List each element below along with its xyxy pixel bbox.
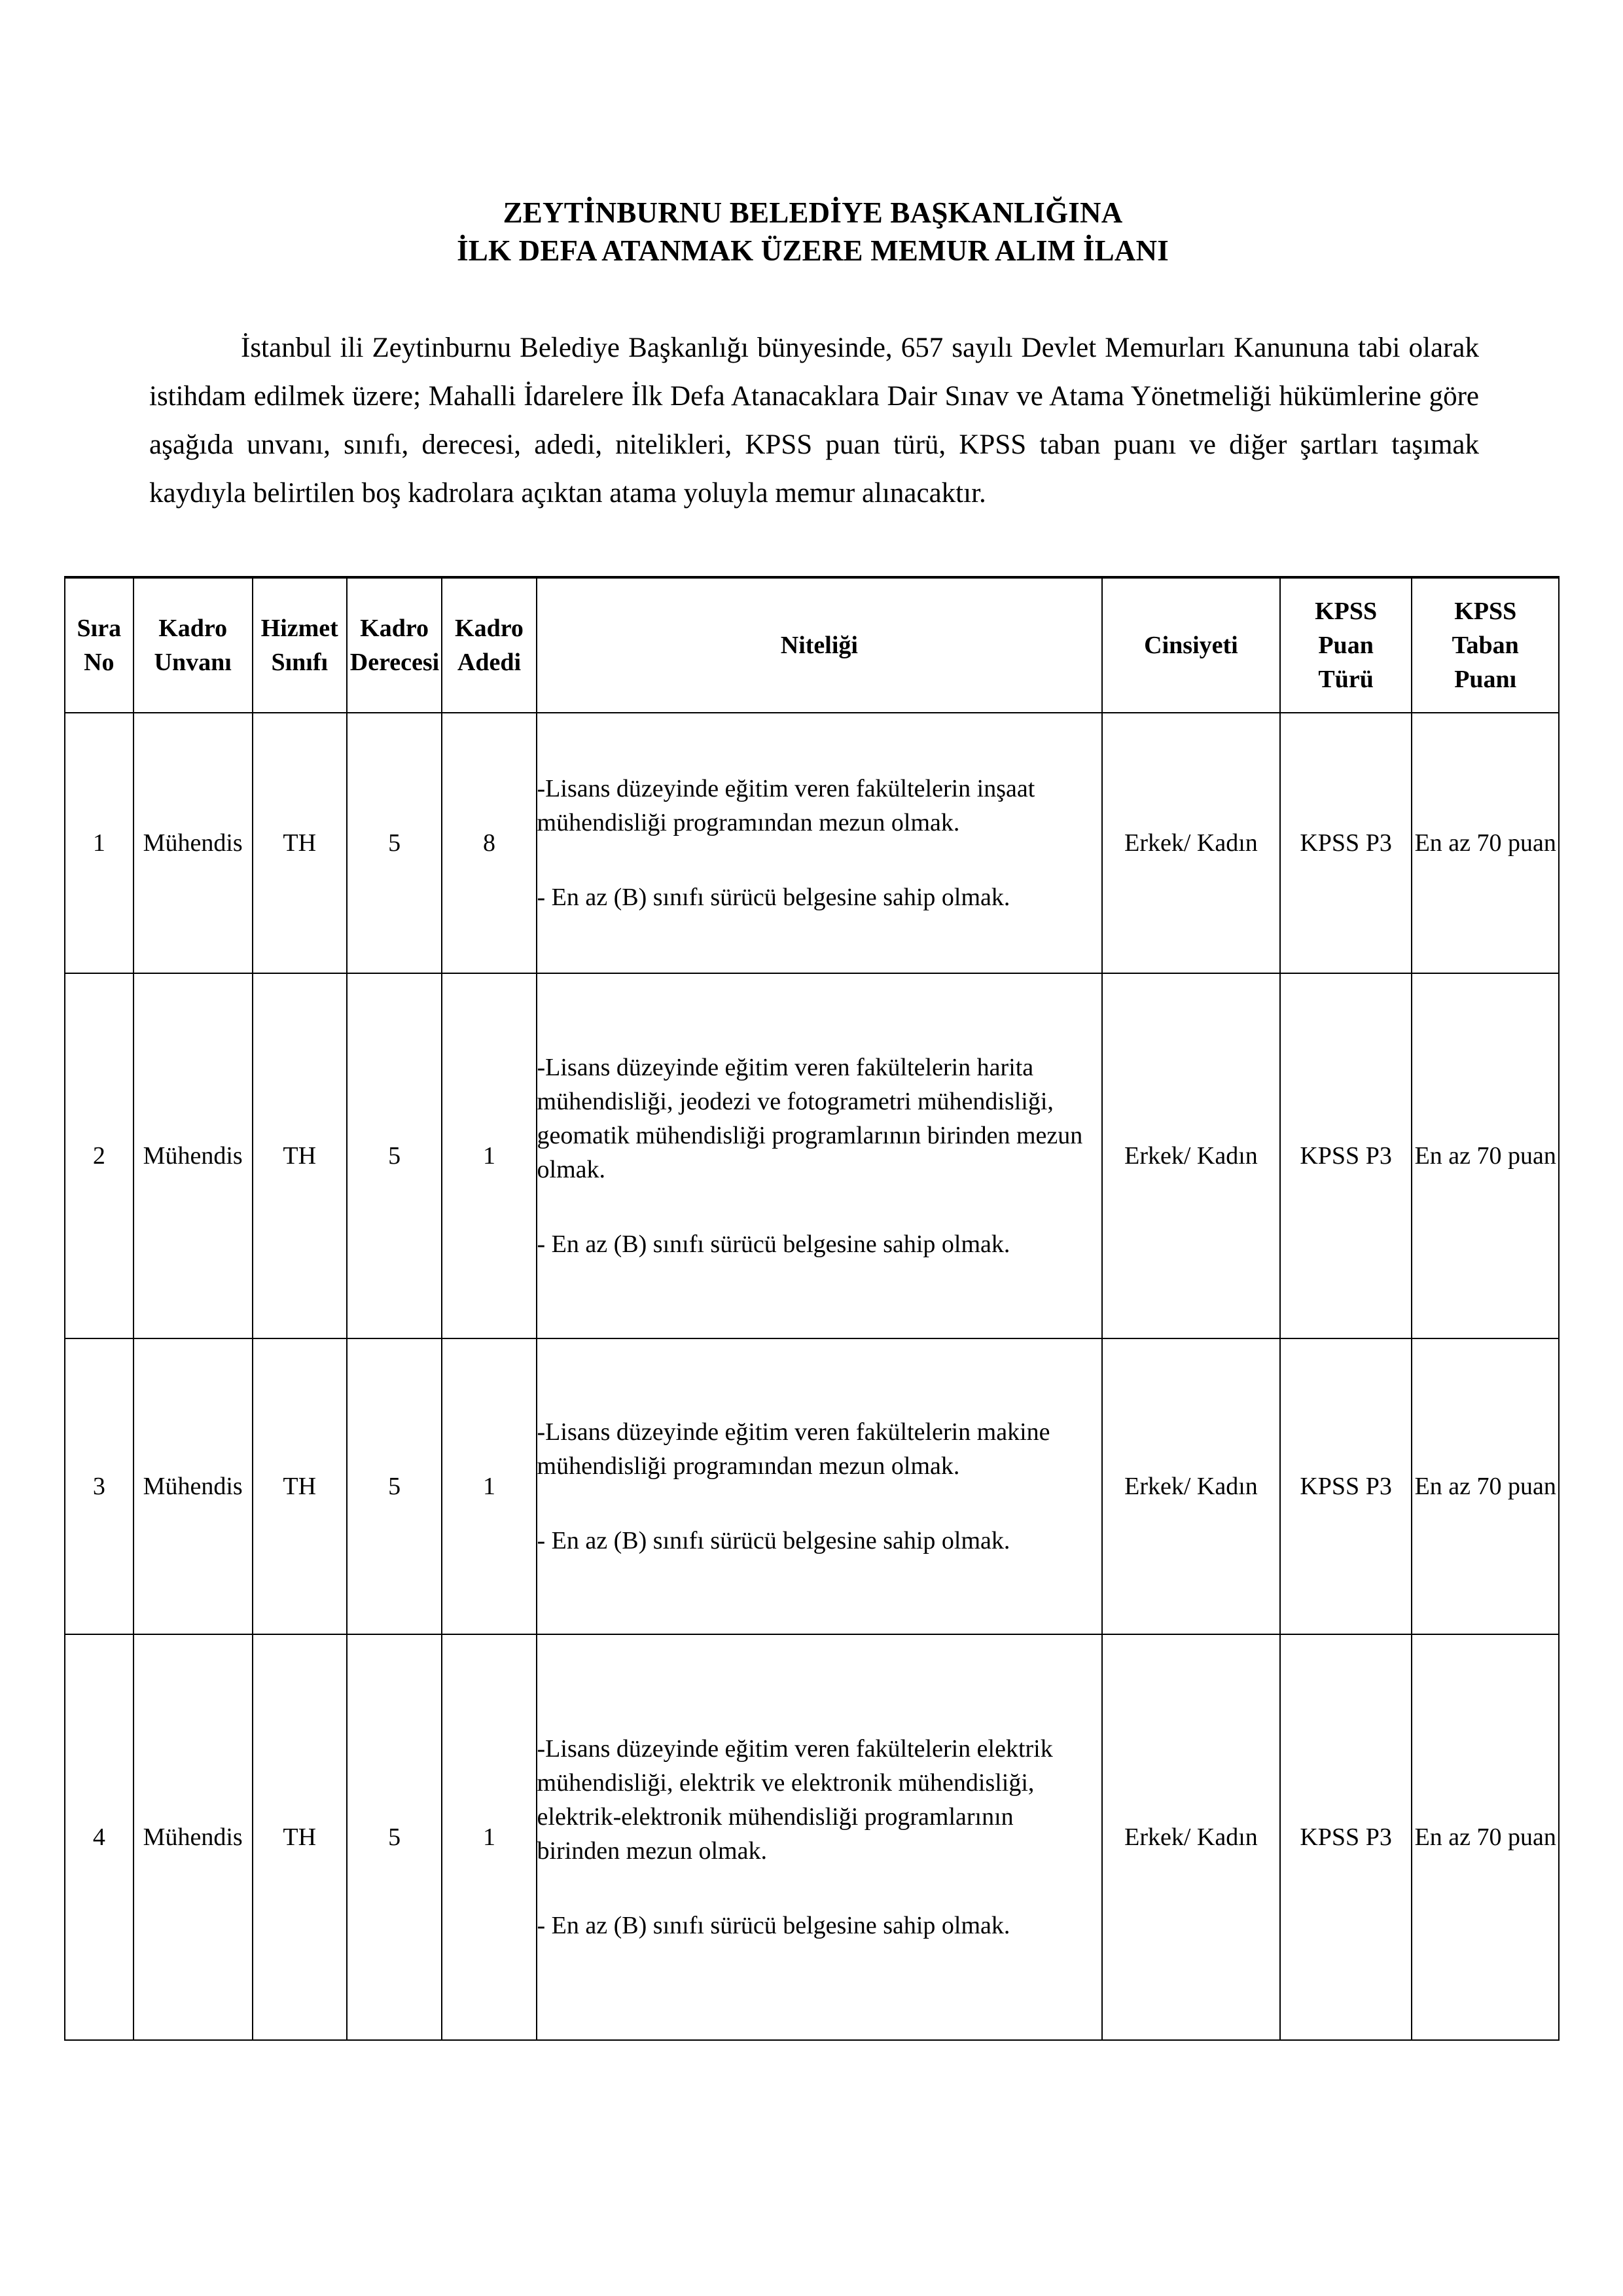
cell-cinsiyeti: Erkek/ Kadın <box>1102 1338 1280 1634</box>
positions-table-container <box>64 576 1560 2041</box>
cell-niteligi <box>537 1338 1103 1634</box>
column-header-kpss-taban-puani-line3: Puanı <box>1454 666 1517 693</box>
column-header-hizmet-sinifi <box>253 577 347 713</box>
cell-niteligi-paragraph-1: -Lisans düzeyinde eğitim veren fakültelerin elektrik mühendisliği, elektrik ve elektronik mühendisliği, elektrik-elektronik mühendisliği programlarının birinden mezun olmak. <box>537 1735 1053 1865</box>
cell-niteligi <box>537 713 1103 973</box>
cell-niteligi-paragraph-2: - En az (B) sınıfı sürücü belgesine sahip olmak. <box>537 1912 1010 1939</box>
cell-hizmet-sinifi: TH <box>253 973 347 1338</box>
column-header-hizmet-sinifi-line1: Hizmet <box>260 615 338 642</box>
column-header-kadro-unvani <box>134 577 253 713</box>
column-header-kadro-derecesi-line2: Derecesi <box>349 649 440 676</box>
cell-kpss-taban-puani: En az 70 puan <box>1412 1634 1559 2040</box>
cell-kpss-puan-turu: KPSS P3 <box>1280 713 1412 973</box>
cell-kpss-taban-puani: En az 70 puan <box>1412 973 1559 1338</box>
cell-sira-no: 2 <box>65 973 134 1338</box>
column-header-kpss-puan-turu-line3: Türü <box>1318 666 1374 693</box>
cell-kadro-unvani: Mühendis <box>134 713 253 973</box>
cell-kadro-unvani: Mühendis <box>134 973 253 1338</box>
column-header-sira-no-line1: Sıra <box>77 615 122 642</box>
table-header-row <box>65 577 1559 713</box>
cell-kadro-adedi: 8 <box>442 713 536 973</box>
column-header-kpss-taban-puani-line2: Taban <box>1452 632 1519 659</box>
column-header-sira-no <box>65 577 134 713</box>
positions-table <box>64 576 1560 2041</box>
column-header-kpss-puan-turu-line1: KPSS <box>1315 598 1378 625</box>
cell-sira-no: 4 <box>65 1634 134 2040</box>
table-row <box>65 973 1559 1338</box>
column-header-hizmet-sinifi-line2: Sınıfı <box>271 649 329 676</box>
cell-kadro-unvani: Mühendis <box>134 1634 253 2040</box>
cell-kadro-derecesi: 5 <box>347 713 442 973</box>
cell-niteligi <box>537 1634 1103 2040</box>
column-header-kadro-unvani-line2: Unvanı <box>154 649 232 676</box>
column-header-kadro-adedi <box>442 577 536 713</box>
table-row <box>65 713 1559 973</box>
page-title <box>149 194 1476 270</box>
cell-hizmet-sinifi: TH <box>253 713 347 973</box>
cell-kpss-puan-turu: KPSS P3 <box>1280 1634 1412 2040</box>
cell-hizmet-sinifi: TH <box>253 1338 347 1634</box>
cell-niteligi-paragraph-1: -Lisans düzeyinde eğitim veren fakültelerin makine mühendisliği programından mezun olmak. <box>537 1418 1050 1480</box>
title-line-2: İLK DEFA ATANMAK ÜZERE MEMUR ALIM İLANI <box>457 234 1169 267</box>
table-row <box>65 1634 1559 2040</box>
column-header-niteligi <box>537 577 1103 713</box>
cell-cinsiyeti: Erkek/ Kadın <box>1102 713 1280 973</box>
cell-kpss-taban-puani: En az 70 puan <box>1412 1338 1559 1634</box>
column-header-kadro-unvani-line1: Kadro <box>158 615 228 642</box>
column-header-kadro-adedi-line1: Kadro <box>455 615 524 642</box>
cell-niteligi-paragraph-2: - En az (B) sınıfı sürücü belgesine sahip olmak. <box>537 884 1010 911</box>
cell-sira-no: 3 <box>65 1338 134 1634</box>
column-header-kpss-puan-turu <box>1280 577 1412 713</box>
cell-kadro-adedi: 1 <box>442 1338 536 1634</box>
column-header-cinsiyeti-line1: Cinsiyeti <box>1144 632 1238 659</box>
cell-kadro-adedi: 1 <box>442 973 536 1338</box>
column-header-kpss-puan-turu-line2: Puan <box>1318 632 1374 659</box>
column-header-kpss-taban-puani-line1: KPSS <box>1454 598 1517 625</box>
column-header-kadro-adedi-line2: Adedi <box>457 649 522 676</box>
column-header-cinsiyeti <box>1102 577 1280 713</box>
column-header-kadro-derecesi-line1: Kadro <box>360 615 429 642</box>
cell-kadro-derecesi: 5 <box>347 1338 442 1634</box>
cell-kadro-derecesi: 5 <box>347 973 442 1338</box>
cell-niteligi <box>537 973 1103 1338</box>
column-header-kpss-taban-puani <box>1412 577 1559 713</box>
cell-kadro-adedi: 1 <box>442 1634 536 2040</box>
cell-kpss-puan-turu: KPSS P3 <box>1280 1338 1412 1634</box>
cell-niteligi-paragraph-2: - En az (B) sınıfı sürücü belgesine sahip olmak. <box>537 1527 1010 1554</box>
cell-cinsiyeti: Erkek/ Kadın <box>1102 1634 1280 2040</box>
cell-cinsiyeti: Erkek/ Kadın <box>1102 973 1280 1338</box>
cell-kpss-puan-turu: KPSS P3 <box>1280 973 1412 1338</box>
cell-kpss-taban-puani: En az 70 puan <box>1412 713 1559 973</box>
cell-niteligi-paragraph-2: - En az (B) sınıfı sürücü belgesine sahip olmak. <box>537 1230 1010 1258</box>
intro-paragraph: İstanbul ili Zeytinburnu Belediye Başkanlığı bünyesinde, 657 sayılı Devlet Memurları Kanununa tabi olarak istihdam edilmek üzere; Mahalli İdarelere İlk Defa Atanacaklara Dair Sınav ve Atama Yönetmeliği hükümlerine göre aşağıda unvanı, sınıfı, derecesi, adedi, nitelikleri, KPSS puan türü, KPSS taban puanı ve diğer şartları taşımak kaydıyla belirtilen boş kadrolara açıktan atama yoluyla memur alınacaktır. <box>149 332 1479 509</box>
cell-kadro-derecesi: 5 <box>347 1634 442 2040</box>
title-line-1: ZEYTİNBURNU BELEDİYE BAŞKANLIĞINA <box>503 196 1123 229</box>
column-header-kadro-derecesi <box>347 577 442 713</box>
cell-sira-no: 1 <box>65 713 134 973</box>
table-row <box>65 1338 1559 1634</box>
cell-hizmet-sinifi: TH <box>253 1634 347 2040</box>
cell-niteligi-paragraph-1: -Lisans düzeyinde eğitim veren fakültelerin inşaat mühendisliği programından mezun olmak. <box>537 775 1035 836</box>
cell-kadro-unvani: Mühendis <box>134 1338 253 1634</box>
column-header-sira-no-line2: No <box>84 649 115 676</box>
column-header-niteligi-line1: Niteliği <box>780 632 858 659</box>
cell-niteligi-paragraph-1: -Lisans düzeyinde eğitim veren fakültelerin harita mühendisliği, jeodezi ve fotogrametri mühendisliği, geomatik mühendisliği programlarının birinden mezun olmak. <box>537 1054 1083 1183</box>
